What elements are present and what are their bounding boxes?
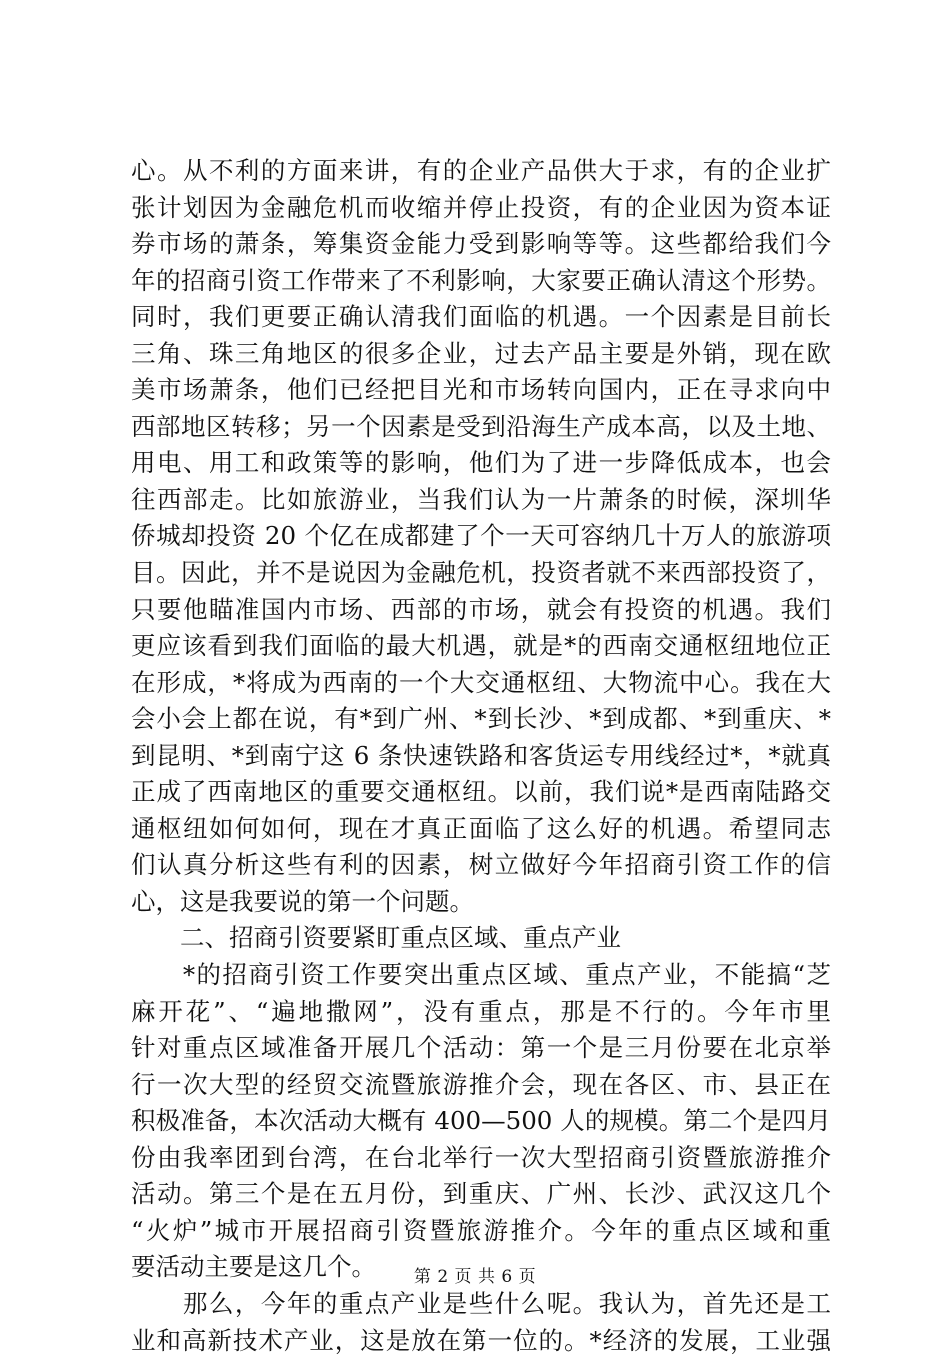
text-line: 针对重点区域准备开展几个活动：第一个是三月份要在北京举: [131, 1030, 831, 1067]
text-line: 积极准备，本次活动大概有 400—500 人的规模。第二个是四月: [131, 1103, 831, 1140]
text-line: *的招商引资工作要突出重点区域、重点产业，不能搞“芝: [131, 957, 831, 994]
text-line: 到昆明、*到南宁这 6 条快速铁路和客货运专用线经过*，*就真: [131, 738, 831, 775]
text-line: 往西部走。比如旅游业，当我们认为一片萧条的时候，深圳华: [131, 482, 831, 519]
text-line: 更应该看到我们面临的最大机遇，就是*的西南交通枢纽地位正: [131, 628, 831, 665]
text-line: 心。从不利的方面来讲，有的企业产品供大于求，有的企业扩: [131, 153, 831, 190]
text-line: 麻开花”、“遍地撒网”，没有重点，那是不行的。今年市里: [131, 994, 831, 1031]
text-line: 目。因此，并不是说因为金融危机，投资者就不来西部投资了，: [131, 555, 831, 592]
text-line: 行一次大型的经贸交流暨旅游推介会，现在各区、市、县正在: [131, 1067, 831, 1104]
text-line: 年的招商引资工作带来了不利影响，大家要正确认清这个形势。: [131, 263, 831, 300]
text-line: 们认真分析这些有利的因素，树立做好今年招商引资工作的信: [131, 847, 831, 884]
text-line: 张计划因为金融危机而收缩并停止投资，有的企业因为资本证: [131, 190, 831, 227]
text-line: 西部地区转移；另一个因素是受到沿海生产成本高，以及土地、: [131, 409, 831, 446]
text-line: 券市场的萧条，筹集资金能力受到影响等等。这些都给我们今: [131, 226, 831, 263]
text-line: 业和高新技术产业，这是放在第一位的。*经济的发展，工业强: [131, 1323, 831, 1359]
text-line: 用电、用工和政策等的影响，他们为了进一步降低成本，也会: [131, 445, 831, 482]
text-line: 二、招商引资要紧盯重点区域、重点产业: [131, 920, 831, 957]
text-line: 在形成，*将成为西南的一个大交通枢纽、大物流中心。我在大: [131, 665, 831, 702]
text-line: 正成了西南地区的重要交通枢纽。以前，我们说*是西南陆路交: [131, 774, 831, 811]
text-line: 会小会上都在说，有*到广州、*到长沙、*到成都、*到重庆、*: [131, 701, 831, 738]
text-line: 心，这是我要说的第一个问题。: [131, 884, 831, 921]
text-line: 要活动主要是这几个。: [131, 1249, 831, 1286]
text-line: 通枢纽如何如何，现在才真正面临了这么好的机遇。希望同志: [131, 811, 831, 848]
page-footer: 第 2 页 共 6 页: [0, 1266, 950, 1288]
text-line: 同时，我们更要正确认清我们面临的机遇。一个因素是目前长: [131, 299, 831, 336]
text-line: 只要他瞄准国内市场、西部的市场，就会有投资的机遇。我们: [131, 592, 831, 629]
text-line: 那么，今年的重点产业是些什么呢。我认为，首先还是工: [131, 1286, 831, 1323]
text-line: “火炉”城市开展招商引资暨旅游推介。今年的重点区域和重: [131, 1213, 831, 1250]
text-line: 美市场萧条，他们已经把目光和市场转向国内，正在寻求向中: [131, 372, 831, 409]
text-line: 三角、珠三角地区的很多企业，过去产品主要是外销，现在欧: [131, 336, 831, 373]
text-line: 活动。第三个是在五月份，到重庆、广州、长沙、武汉这几个: [131, 1176, 831, 1213]
text-line: 份由我率团到台湾，在台北举行一次大型招商引资暨旅游推介: [131, 1140, 831, 1177]
document-body: [131, 153, 831, 1359]
text-line: 侨城却投资 20 个亿在成都建了个一天可容纳几十万人的旅游项: [131, 518, 831, 555]
